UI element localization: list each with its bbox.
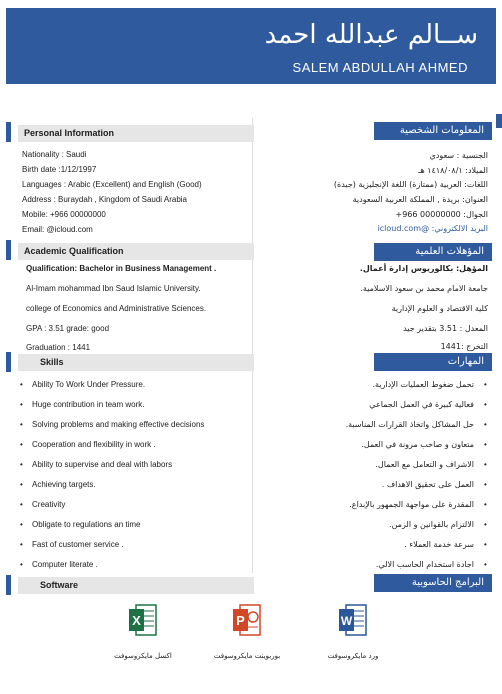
college-en: college of Economics and Administrative Sciences. (26, 304, 207, 313)
college-ar: كلية الاقتصاد و العلوم الإدارية (391, 304, 488, 313)
skill-en: Cooperation and flexibility in work . (32, 440, 156, 449)
powerpoint-letter: P (236, 613, 245, 628)
nationality-ar: الجنسية : سعودي (429, 151, 488, 160)
academic-header-ar: المؤهلات العلمية (374, 243, 492, 261)
bullet-icon: • (484, 480, 487, 489)
skill-ar: فعالية كبيرة في العمل الجماعي (369, 400, 474, 409)
bullet-icon: • (20, 440, 23, 449)
skill-en: Ability To Work Under Pressure. (32, 380, 146, 389)
skills-header-en: Skills (18, 354, 254, 371)
bullet-icon: • (20, 460, 23, 469)
birthdate-en: Birth date :1/12/1997 (22, 165, 97, 174)
skill-ar: العمل على تحقيق الاهداف . (381, 480, 474, 489)
address-ar: العنوان: بريدة , المملكة العربية السعودية (352, 195, 488, 204)
bullet-icon: • (20, 500, 23, 509)
bullet-icon: • (20, 560, 23, 569)
left-accent-tab (6, 122, 11, 142)
graduation-en: Graduation : 1441 (26, 343, 91, 352)
skill-en: Computer literate . (32, 560, 98, 569)
powerpoint-icon (232, 602, 258, 636)
skill-ar: تحمل ضغوط العمليات الإدارية. (372, 380, 474, 389)
bullet-icon: • (484, 520, 487, 529)
bullet-icon: • (20, 540, 23, 549)
languages-ar: اللغات: العربية (ممتازة) اللغة الإنجليزية (جيدة) (333, 180, 488, 189)
mobile-en: Mobile: +966 00000000 (22, 210, 106, 219)
left-accent-tab (6, 240, 11, 260)
skill-en: Solving problems and making effective decisions (32, 420, 205, 429)
email-en[interactable]: Email: @icloud.com (22, 225, 93, 234)
excel-label: اكسل مايكروسوفت (114, 652, 172, 660)
languages-en: Languages : Arabic (Excellent) and English (Good) (22, 180, 202, 189)
personal-info-header-ar: المعلومات الشخصية (374, 122, 492, 140)
right-accent-tab (496, 114, 502, 128)
gpa-en: GPA : 3.51 grade: good (26, 324, 110, 333)
skill-ar: متعاون و صاحب مرونة في العمل. (361, 440, 474, 449)
bullet-icon: • (484, 420, 487, 429)
email-ar[interactable]: البريد الالكتروني: @icloud.com (377, 224, 488, 233)
birthdate-ar: الميلاد: ١٤١٨/٠٨/١ هـ (418, 166, 488, 175)
bullet-icon: • (20, 480, 23, 489)
qualification-en: Qualification: Bachelor in Business Management . (26, 264, 217, 273)
bullet-icon: • (484, 400, 487, 409)
skill-en: Achieving targets. (32, 480, 96, 489)
software-header-en: Software (18, 577, 254, 594)
bullet-icon: • (484, 380, 487, 389)
word-icon (338, 602, 364, 636)
bullet-icon: • (484, 560, 487, 569)
column-divider (252, 118, 253, 573)
academic-header-en: Academic Qualification (18, 243, 254, 260)
skill-ar: الالتزام بالقوانين و الزمن. (389, 520, 474, 529)
software-header-ar: البرامج الحاسوبية (374, 574, 492, 592)
skill-en: Huge contribution in team work. (32, 400, 145, 409)
skill-en: Creativity (32, 500, 66, 509)
skill-en: Ability to supervise and deal with labors (32, 460, 173, 469)
skill-en: Fast of customer service . (32, 540, 124, 549)
gpa-ar: المعدل : 3.51 بتقدير جيد (403, 324, 488, 333)
name-arabic: ســالم عبدالله احمد (264, 20, 478, 50)
powerpoint-label: بوربوينت مايكروسوفت (213, 652, 281, 660)
qualification-ar: المؤهل: بكالوريوس إدارة أعمال. (359, 264, 488, 273)
skill-ar: حل المشاكل واتخاذ القرارات المناسبة. (345, 420, 474, 429)
university-en: Al-Imam mohammad Ibn Saud Islamic University. (26, 284, 201, 293)
address-en: Address : Buraydah , Kingdom of Saudi Arabia (22, 195, 187, 204)
skill-ar: سرعة خدمة العملاء . (404, 540, 474, 549)
personal-info-header-en: Personal Information (18, 125, 254, 142)
bullet-icon: • (20, 420, 23, 429)
skill-ar: اجادة استخدام الحاسب الالي. (375, 560, 474, 569)
header-banner (6, 8, 496, 84)
skill-ar: المقدرة على مواجهة الجمهور بالإبداع. (349, 500, 474, 509)
university-ar: جامعة الامام محمد بن سعود الاسلامية. (360, 284, 488, 293)
bullet-icon: • (20, 520, 23, 529)
excel-icon (128, 602, 154, 636)
bullet-icon: • (484, 460, 487, 469)
word-letter: W (340, 614, 353, 628)
graduation-ar: التخرج :1441 (440, 342, 488, 351)
word-label: ورد مايكروسوفت (327, 652, 379, 660)
bullet-icon: • (484, 500, 487, 509)
skill-en: Obligate to regulations an time (32, 520, 141, 529)
bullet-icon: • (484, 540, 487, 549)
skills-header-ar: المهارات (374, 353, 492, 371)
left-accent-tab (6, 575, 11, 595)
nationality-en: Nationality : Saudi (22, 150, 87, 159)
mobile-ar: الجوال: 00000000 966+ (395, 210, 488, 219)
skill-ar: الاشراف و التعامل مع العمال. (375, 460, 474, 469)
left-accent-tab (6, 352, 11, 372)
excel-letter: X (132, 613, 141, 628)
bullet-icon: • (484, 440, 487, 449)
name-english: SALEM ABDULLAH AHMED (292, 60, 468, 75)
bullet-icon: • (20, 400, 23, 409)
bullet-icon: • (20, 380, 23, 389)
